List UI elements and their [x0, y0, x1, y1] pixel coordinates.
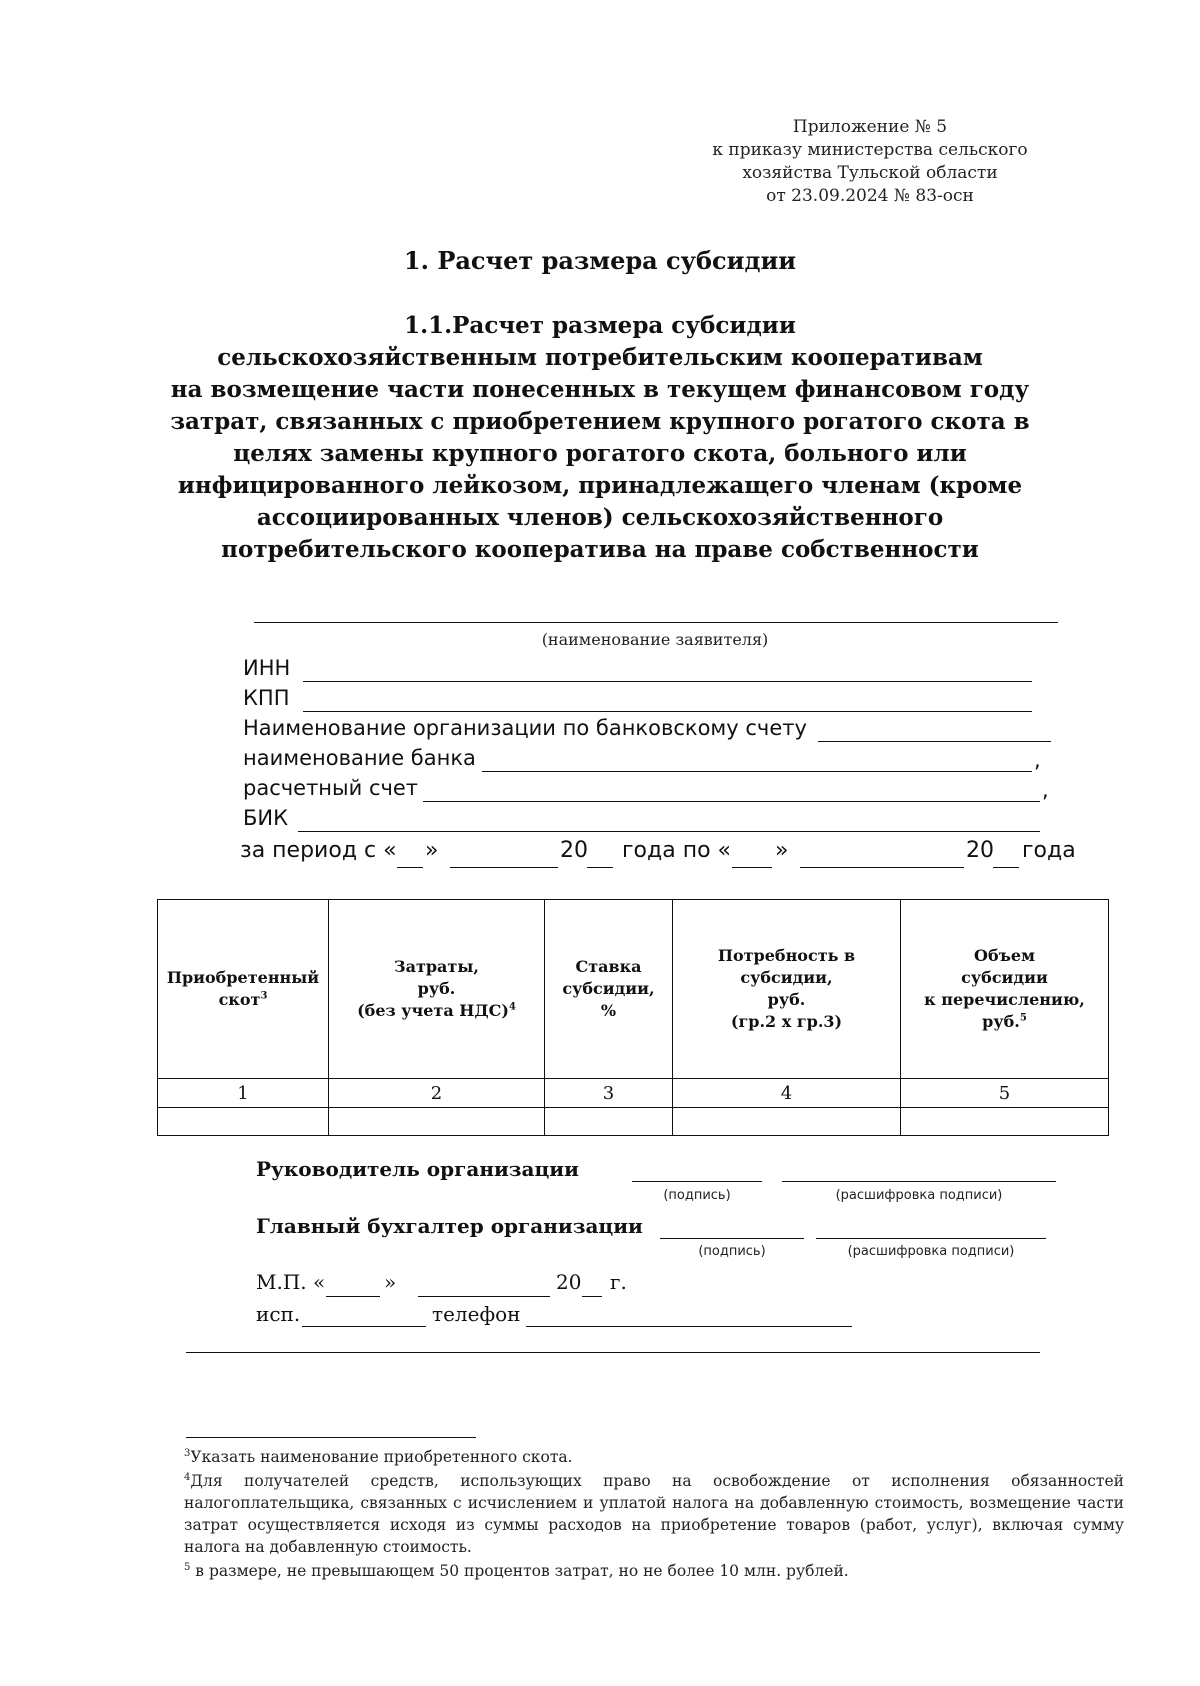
head-signature-field[interactable]	[632, 1181, 762, 1182]
period-from-month-field[interactable]	[450, 867, 558, 868]
section-title: 1. Расчет размера субсидии	[403, 246, 797, 275]
table-cell[interactable]	[158, 1108, 329, 1136]
period-to-month-field[interactable]	[800, 867, 964, 868]
bank-name-label: наименование банка	[243, 746, 476, 770]
stamp-day-field[interactable]	[326, 1296, 380, 1297]
header-cell-livestock: Приобретенный скот$^3$	[158, 900, 329, 1079]
phone-field[interactable]	[526, 1326, 852, 1327]
title-line: потребительского кооператива на праве собственности	[221, 536, 979, 563]
executor-label: исп.	[256, 1302, 301, 1326]
period-from-label: за период с «	[240, 838, 397, 863]
applicant-name-line[interactable]	[254, 622, 1058, 623]
accountant-decode-field[interactable]	[816, 1238, 1046, 1239]
footnote-4: $^4$Для получателей средств, использующих право на освобождение от исполнения обязанностей налогоплательщика, связанных с исчислением и уплатой налога на добавленную стоимость, возмещение части затрат осуществляется исходя из суммы расходов на приобретение товаров (работ, услуг), включая сумму налога на добавленную стоимость.	[184, 1471, 1124, 1556]
appendix-line: хозяйства Тульской области	[742, 163, 998, 183]
head-decode-field[interactable]	[782, 1181, 1056, 1182]
table-cell[interactable]	[329, 1108, 545, 1136]
bik-field[interactable]	[298, 831, 1040, 832]
accountant-signature-caption: (подпись)	[698, 1244, 766, 1259]
head-decode-caption: (расшифровка подписи)	[835, 1188, 1003, 1203]
header-cell-costs: Затраты, руб. (без учета НДС)$^4$	[329, 900, 545, 1079]
period-to-year-prefix: 20	[966, 838, 994, 863]
inn-field[interactable]	[303, 681, 1032, 682]
org-name-label: Наименование организации по банковскому счету	[243, 716, 807, 740]
appendix-line: к приказу министерства сельского	[712, 140, 1028, 160]
bank-comma: ,	[1034, 748, 1041, 772]
stamp-year-field[interactable]	[582, 1296, 602, 1297]
title-line: ассоциированных членов) сельскохозяйственного	[256, 504, 944, 531]
footnote-divider	[186, 1437, 476, 1438]
phone-label: телефон	[432, 1302, 521, 1326]
head-of-org-label: Руководитель организации	[256, 1157, 579, 1181]
header-cell-volume: Объем субсидии к перечислению, руб.$^5$	[901, 900, 1109, 1079]
subsidy-table	[157, 899, 1109, 1136]
kpp-label: КПП	[243, 686, 290, 710]
period-quote-close-2: »	[775, 838, 789, 863]
period-year-word: года	[1022, 838, 1076, 863]
title-line: инфицированного лейкозом, принадлежащего членам (кроме	[177, 472, 1023, 499]
account-field[interactable]	[423, 801, 1040, 802]
stamp-year-prefix: 20	[556, 1270, 582, 1294]
column-number: 1	[158, 1079, 329, 1108]
title-line: на возмещение части понесенных в текущем финансовом году	[170, 376, 1030, 403]
bottom-divider	[186, 1352, 1040, 1353]
appendix-line: от 23.09.2024 № 83-осн	[766, 186, 974, 206]
period-from-year-prefix: 20	[560, 838, 588, 863]
account-comma: ,	[1042, 778, 1049, 802]
table-row	[158, 1108, 1109, 1136]
stamp-month-field[interactable]	[418, 1296, 550, 1297]
column-number: 4	[673, 1079, 901, 1108]
title-line: сельскохозяйственным потребительским кооперативам	[217, 344, 983, 371]
period-to-day-field[interactable]	[732, 867, 772, 868]
header-cell-rate: Ставка субсидии, %	[545, 900, 673, 1079]
table-cell[interactable]	[901, 1108, 1109, 1136]
accountant-decode-caption: (расшифровка подписи)	[847, 1244, 1015, 1259]
column-number: 5	[901, 1079, 1109, 1108]
period-to-label: года по «	[622, 838, 732, 863]
appendix-note	[700, 116, 1040, 208]
stamp-label: М.П. «	[256, 1270, 326, 1294]
header-cell-need: Потребность в субсидии, руб. (гр.2 х гр.3)	[673, 900, 901, 1079]
title-line: целях замены крупного рогатого скота, больного или	[233, 440, 967, 467]
stamp-year-g: г.	[610, 1270, 627, 1294]
title-line: 1.1.Расчет размера субсидии	[404, 312, 796, 339]
head-signature-caption: (подпись)	[663, 1188, 731, 1203]
bik-label: БИК	[243, 806, 289, 830]
period-from-year-field[interactable]	[587, 867, 613, 868]
bank-name-field[interactable]	[482, 771, 1032, 772]
period-from-day-field[interactable]	[397, 867, 423, 868]
appendix-line: Приложение № 5	[792, 117, 948, 137]
applicant-caption: (наименование заявителя)	[541, 630, 769, 649]
subsection-title	[150, 310, 1050, 566]
footnote-3: $^3$Указать наименование приобретенного скота.	[184, 1447, 573, 1466]
inn-label: ИНН	[243, 656, 291, 680]
table-cell[interactable]	[545, 1108, 673, 1136]
column-number: 2	[329, 1079, 545, 1108]
title-line: затрат, связанных с приобретением крупного рогатого скота в	[170, 408, 1030, 435]
period-quote-close: »	[425, 838, 439, 863]
accountant-signature-field[interactable]	[660, 1238, 804, 1239]
period-to-year-field[interactable]	[993, 867, 1019, 868]
org-name-field[interactable]	[818, 741, 1051, 742]
table-header-row	[158, 900, 1109, 1079]
kpp-field[interactable]	[303, 711, 1032, 712]
account-label: расчетный счет	[243, 776, 419, 800]
table-cell[interactable]	[673, 1108, 901, 1136]
column-number-row	[158, 1079, 1109, 1108]
footnote-5: $^5$ в размере, не превышающем 50 процентов затрат, но не более 10 млн. рублей.	[184, 1561, 849, 1580]
chief-accountant-label: Главный бухгалтер организации	[256, 1214, 643, 1238]
column-number: 3	[545, 1079, 673, 1108]
stamp-quote-close: »	[384, 1270, 397, 1294]
executor-field[interactable]	[302, 1326, 426, 1327]
